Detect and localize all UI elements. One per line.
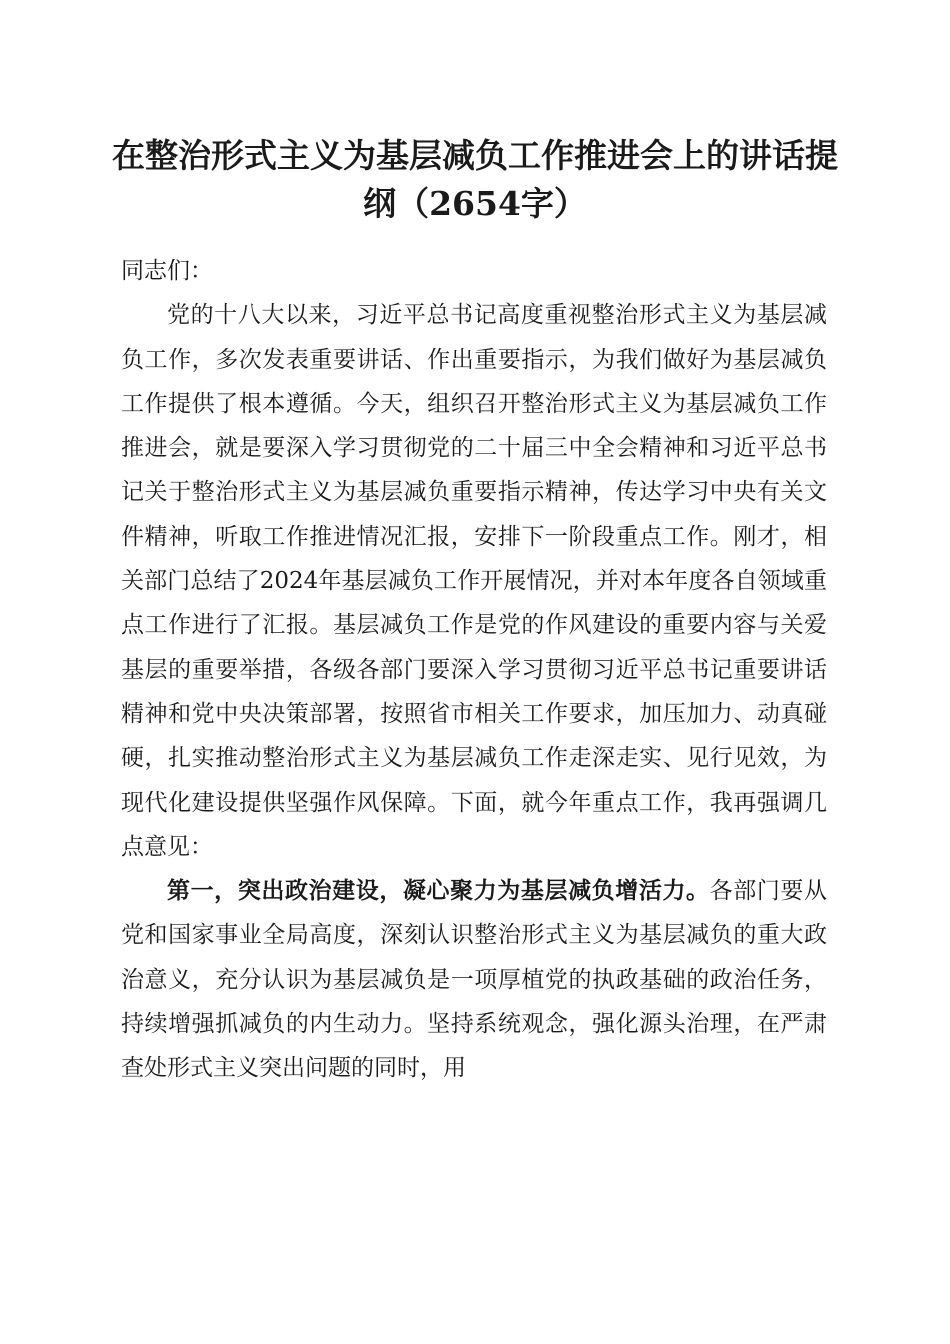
salutation: 同志们： (121, 258, 213, 284)
document-body (121, 249, 827, 1091)
paragraph-intro: 党的十八大以来，习近平总书记高度重视整治形式主义为基层减负工作，多次发表重要讲话、作出重要指示，为我们做好为基层减负工作提供了根本遵循。今天，组织召开整治形式主义为基层减负工作推进会，就是要深入学习贯彻党的二十届三中全会精神和习近平总书记关于整治形式主义为基层减负重要指示精神，传达学习中央有关文件精神，听取工作推进情况汇报，安排下一阶段重点工作。刚才，相关部门总结了2024年基层减负工作开展情况，并对本年度各自领域重点工作进行了汇报。基层减负工作是党的作风建设的重要内容与关爱基层的重要举措，各级各部门要深入学习贯彻习近平总书记重要讲话精神和党中央决策部署，按照省市相关工作要求，加压加力、动真碰硬，扎实推动整治形式主义为基层减负工作走深走实、见行见效，为现代化建设提供坚强作风保障。下面，就今年重点工作，我再强调几点意见： (121, 302, 827, 860)
paragraph-first-point (121, 869, 827, 1090)
paragraph-body: 各部门要从党和国家事业全局高度，深刻认识整治形式主义为基层减负的重大政治意义，充分认识为基层减负是一项厚植党的执政基础的政治任务，持续增强抓减负的内生动力。坚持系统观念，强化源头治理，在严肃查处形式主义突出问题的同时，用 (121, 878, 828, 1082)
document-title: 在整治形式主义为基层减负工作推进会上的讲话提纲（2654字） (112, 136, 838, 223)
paragraph-heading: 第一，突出政治建设，凝心聚力为基层减负增活力。 (167, 877, 710, 905)
